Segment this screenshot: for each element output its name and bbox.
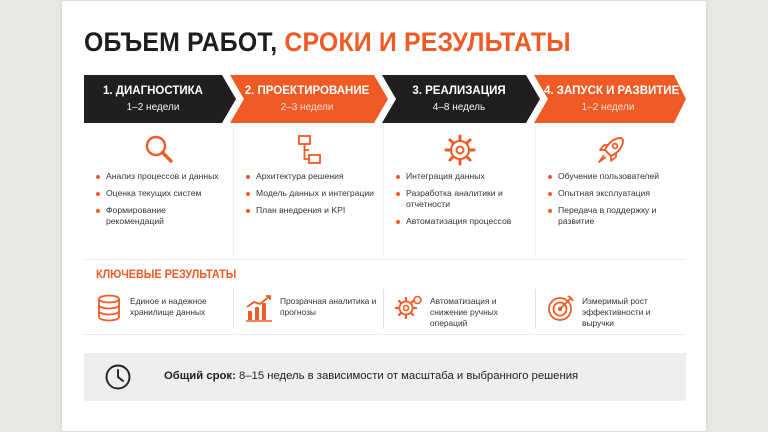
- list-item: Формирование рекомендаций: [96, 205, 224, 227]
- list-item: Оценка текущих систем: [96, 188, 224, 199]
- stage-1-list: [96, 171, 224, 233]
- list-item: Анализ процессов и данных: [96, 171, 224, 182]
- gears-icon: [394, 293, 424, 323]
- list-item: Обучение пользователей: [548, 171, 676, 182]
- list-item: План внедрения и KPI: [246, 205, 374, 216]
- stage-2-list: [246, 171, 374, 222]
- stage-1-header: [84, 75, 236, 123]
- stage-1-label: 1. ДИАГНОСТИКА: [103, 85, 203, 97]
- stage-columns: [84, 127, 686, 257]
- stage-4-header: [534, 75, 686, 123]
- result-text: Прозрачная аналитика и прогнозы: [280, 296, 377, 317]
- result-text: Автоматизация и снижение ручных операций: [430, 296, 498, 328]
- result-item: [84, 289, 234, 329]
- total-duration-label: Общий срок:: [164, 370, 236, 382]
- result-item: [234, 289, 384, 329]
- stage-4-label: 4. ЗАПУСК И РАЗВИТИЕ: [544, 85, 680, 97]
- gear-icon: [443, 133, 477, 167]
- stage-1-arrow-shape: [84, 75, 236, 123]
- total-duration-value: 8–15 недель в зависимости от масштаба и выбранного решения: [238, 370, 579, 382]
- stage-4-duration: 1–2 недели: [581, 102, 635, 113]
- stage-4-arrow-shape: [534, 75, 686, 123]
- list-item: Передача в поддержку и развитие: [548, 205, 676, 227]
- list-item: Опытная эксплуатация: [548, 188, 676, 199]
- stage-2-header: [230, 75, 388, 123]
- target-icon: [546, 293, 576, 323]
- stage-2-duration: 2–3 недели: [280, 102, 334, 113]
- stage-2-label: 2. ПРОЕКТИРОВАНИЕ: [244, 85, 370, 97]
- magnifier-icon: [142, 133, 176, 167]
- clock-icon: [104, 363, 132, 391]
- result-text: Единое и надежное хранилище данных: [130, 296, 207, 317]
- bar-chart-icon: [244, 293, 274, 323]
- database-icon: [94, 293, 124, 323]
- page-title: [84, 27, 571, 58]
- list-item: Разработка аналитики и отчетности: [396, 188, 524, 210]
- rocket-icon: [594, 133, 628, 167]
- list-item: Модель данных и интеграции: [246, 188, 374, 199]
- stage-3-column: [384, 127, 536, 257]
- stage-2-arrow-shape: [230, 75, 388, 123]
- stage-3-duration: 4–8 недель: [432, 102, 486, 113]
- stage-2-column: [234, 127, 384, 257]
- flowchart-icon: [292, 133, 326, 167]
- stage-4-list: [548, 171, 676, 233]
- total-duration-text: [164, 370, 578, 382]
- stage-3-header: [382, 75, 540, 123]
- list-item: Интеграция данных: [396, 171, 524, 182]
- total-duration-bar: [84, 353, 686, 401]
- stage-4-column: [536, 127, 686, 257]
- stages-bar: [84, 75, 686, 123]
- stage-1-column: [84, 127, 234, 257]
- stage-3-arrow-shape: [382, 75, 540, 123]
- stage-3-list: [396, 171, 524, 233]
- result-item: [536, 289, 686, 329]
- result-item: [384, 289, 536, 329]
- title-accent: СРОКИ И РЕЗУЛЬТАТЫ: [284, 27, 571, 57]
- stage-3-label: 3. РЕАЛИЗАЦИЯ: [412, 85, 506, 97]
- results-title: КЛЮЧЕВЫЕ РЕЗУЛЬТАТЫ: [96, 269, 237, 281]
- list-item: Автоматизация процессов: [396, 216, 524, 227]
- list-item: Архитектура решения: [246, 171, 374, 182]
- title-main: ОБЪЕМ РАБОТ,: [84, 27, 278, 57]
- result-text: Измеримый рост эффективности и выручки: [582, 296, 651, 328]
- slide: [62, 1, 706, 431]
- results-row: [84, 289, 686, 333]
- stage-1-duration: 1–2 недели: [126, 102, 180, 113]
